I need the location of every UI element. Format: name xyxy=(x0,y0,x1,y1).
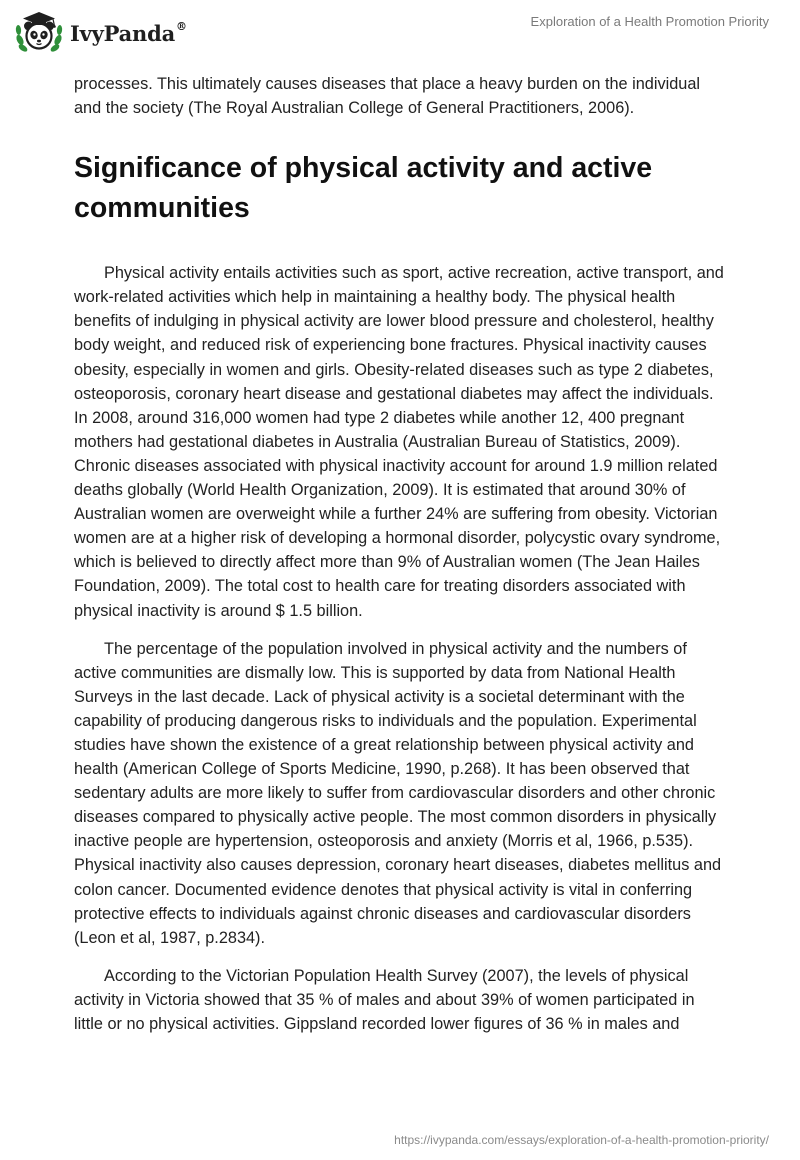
body-paragraph-1: Physical activity entails activities such as sport, active recreation, active transport, and work-related activities which help in maintaining a healthy body. The physical health benefits of indulging in physical activity are lower blood pressure and cholesterol, healthy body weight, and reduced risk of experiencing bone fractures. Physical inactivity causes obesity, especially in women and girls. Obesity-related diseases such as type 2 diabetes, osteoporosis, coronary heart disease and gestational diabetes may affect the individuals. In 2008, around 316,000 women had type 2 diabetes while another 12, 400 pregnant mothers had gestational diabetes in Australia (Australian Bureau of Statistics, 2009). Chronic diseases associated with physical inactivity account for around 1.9 million related deaths globally (World Health Organization, 2009). It is estimated that around 30% of Australian women are overweight while a further 24% are suffering from obesity. Victorian women are at a higher risk of developing a hormonal disorder, polycystic ovary syndrome, which is believed to directly affect more than 9% of Australian women (The Jean Hailes Foundation, 2009). The total cost to health care for treating disorders associated with physical inactivity is around $ 1.5 billion. xyxy=(74,264,724,620)
logo-wordmark: IvyPanda® xyxy=(70,19,187,46)
body-paragraph-3: According to the Victorian Population Health Survey (2007), the levels of physical activity in Victoria showed that 35 % of males and about 39% of women participated in little or no physical activities. Gippsland recorded lower figures of 36 % in males and xyxy=(74,966,695,1033)
page-header xyxy=(0,0,800,60)
ivypanda-logo[interactable] xyxy=(14,10,187,54)
section-heading: Significance of physical activity and active communities xyxy=(74,152,653,225)
intro-paragraph: processes. This ultimately causes diseases that place a heavy burden on the individual and the society (The Royal Australian College of General Practitioners, 2006). xyxy=(74,75,700,118)
essay-content xyxy=(74,72,728,1036)
source-url[interactable]: https://ivypanda.com/essays/exploration-of-a-health-promotion-priority/ xyxy=(394,1133,769,1147)
body-paragraph-2: The percentage of the population involved in physical activity and the numbers of active communities are dismally low. This is supported by data from National Health Surveys in the last decade. Lack of physical activity is a societal determinant with the capability of producing dangerous risks to individuals and the population. Experimental studies have shown the existence of a great relationship between physical activity and health (American College of Sports Medicine, 1990, p.268). It has been observed that sedentary adults are more likely to suffer from cardiovascular disorders and other chronic diseases compared to physically active people. The most common disorders in physically inactive people are hypertension, osteoporosis and anxiety (Morris et al, 1966, p.535). Physical inactivity also causes depression, coronary heart diseases, diabetes mellitus and colon cancer. Documented evidence denotes that physical activity is vital in conferring protective effects to individuals against chronic diseases and cardiovascular disorders (Leon et al, 1987, p.2834). xyxy=(74,639,722,947)
panda-graduation-icon xyxy=(14,10,64,54)
document-title: Exploration of a Health Promotion Priority xyxy=(530,14,769,29)
